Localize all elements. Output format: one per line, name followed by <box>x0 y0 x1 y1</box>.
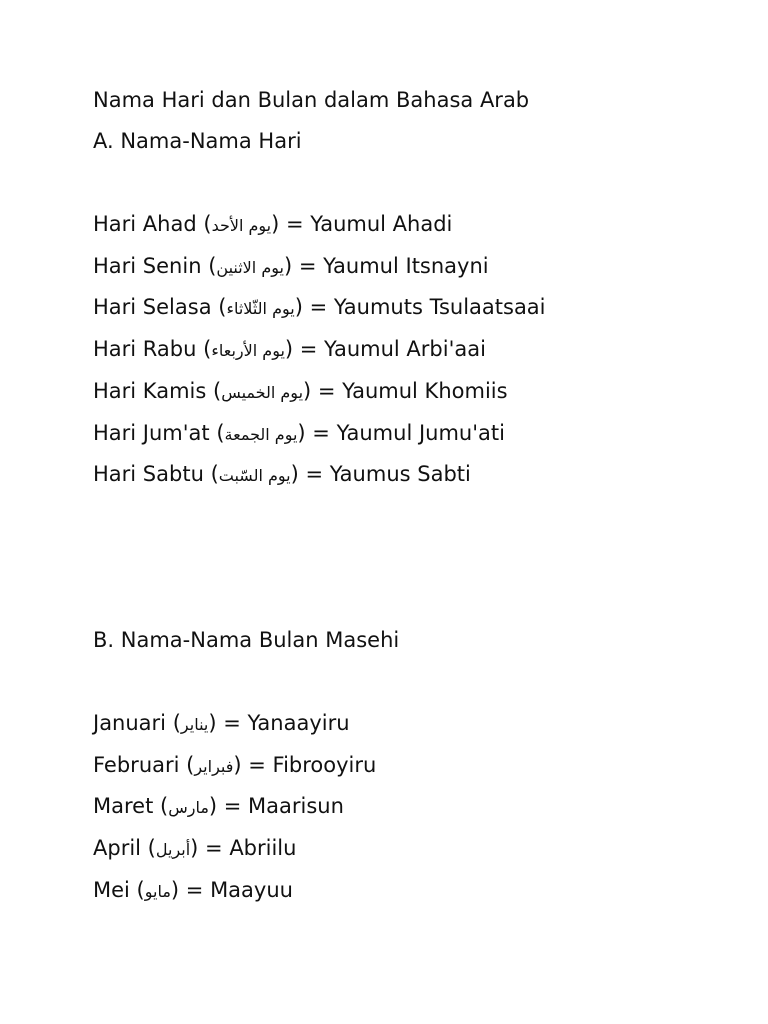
day-translit: Yaumul Jumu'ati <box>336 421 505 445</box>
day-row: Hari Senin (يوم الاثنين) = Yaumul Itsnayni <box>93 254 489 278</box>
day-name: Hari Senin <box>93 254 202 278</box>
month-translit: Abriilu <box>229 836 297 860</box>
month-arabic: يناير <box>180 715 209 734</box>
day-name: Hari Ahad <box>93 212 197 236</box>
month-name: Februari <box>93 753 180 777</box>
month-arabic: مايو <box>144 882 171 901</box>
day-arabic: يوم الاثنين <box>216 258 284 277</box>
day-translit: Yaumul Khomiis <box>342 379 508 403</box>
day-translit: Yaumul Itsnayni <box>323 254 489 278</box>
month-arabic: أبريل <box>155 840 191 859</box>
day-row: Hari Selasa (يوم الثّلاثاء) = Yaumuts Tsulaatsaai <box>93 295 546 319</box>
document-page <box>93 0 733 1024</box>
day-name: Hari Sabtu <box>93 462 204 486</box>
day-arabic: يوم الجمعة <box>224 425 298 444</box>
day-arabic: يوم السّبت <box>218 466 291 485</box>
section-a-heading: A. Nama-Nama Hari <box>93 129 302 153</box>
month-row: Februari (فبراير) = Fibrooyiru <box>93 753 377 777</box>
month-arabic: مارس <box>168 798 209 817</box>
day-row: Hari Sabtu (يوم السّبت) = Yaumus Sabti <box>93 462 471 486</box>
day-row: Hari Ahad (يوم الأحد) = Yaumul Ahadi <box>93 212 453 236</box>
day-name: Hari Kamis <box>93 379 207 403</box>
day-row: Hari Kamis (يوم الخميس) = Yaumul Khomiis <box>93 379 508 403</box>
month-translit: Maayuu <box>210 878 293 902</box>
month-row: Januari (يناير) = Yanaayiru <box>93 711 350 735</box>
month-name: Maret <box>93 794 154 818</box>
day-arabic: يوم الخميس <box>221 383 304 402</box>
document-title: Nama Hari dan Bulan dalam Bahasa Arab <box>93 88 530 112</box>
month-name: Mei <box>93 878 130 902</box>
month-name: Januari <box>93 711 167 735</box>
day-name: Hari Selasa <box>93 295 212 319</box>
day-arabic: يوم الأربعاء <box>211 341 285 360</box>
day-translit: Yaumul Arbi'aai <box>324 337 486 361</box>
day-arabic: يوم الأحد <box>211 216 272 235</box>
month-row: April (أبريل) = Abriilu <box>93 836 297 860</box>
month-translit: Fibrooyiru <box>272 753 377 777</box>
month-name: April <box>93 836 141 860</box>
day-translit: Yaumuts Tsulaatsaai <box>333 295 546 319</box>
month-translit: Maarisun <box>248 794 344 818</box>
day-name: Hari Jum'at <box>93 421 210 445</box>
day-arabic: يوم الثّلاثاء <box>226 299 295 318</box>
day-translit: Yaumul Ahadi <box>310 212 453 236</box>
day-row: Hari Rabu (يوم الأربعاء) = Yaumul Arbi'aai <box>93 337 486 361</box>
month-translit: Yanaayiru <box>247 711 350 735</box>
month-row: Mei (مايو) = Maayuu <box>93 878 293 902</box>
day-name: Hari Rabu <box>93 337 197 361</box>
month-arabic: فبراير <box>194 757 234 776</box>
month-row: Maret (مارس) = Maarisun <box>93 794 344 818</box>
day-row: Hari Jum'at (يوم الجمعة) = Yaumul Jumu'ati <box>93 421 505 445</box>
day-translit: Yaumus Sabti <box>329 462 471 486</box>
section-b-heading: B. Nama-Nama Bulan Masehi <box>93 628 400 652</box>
